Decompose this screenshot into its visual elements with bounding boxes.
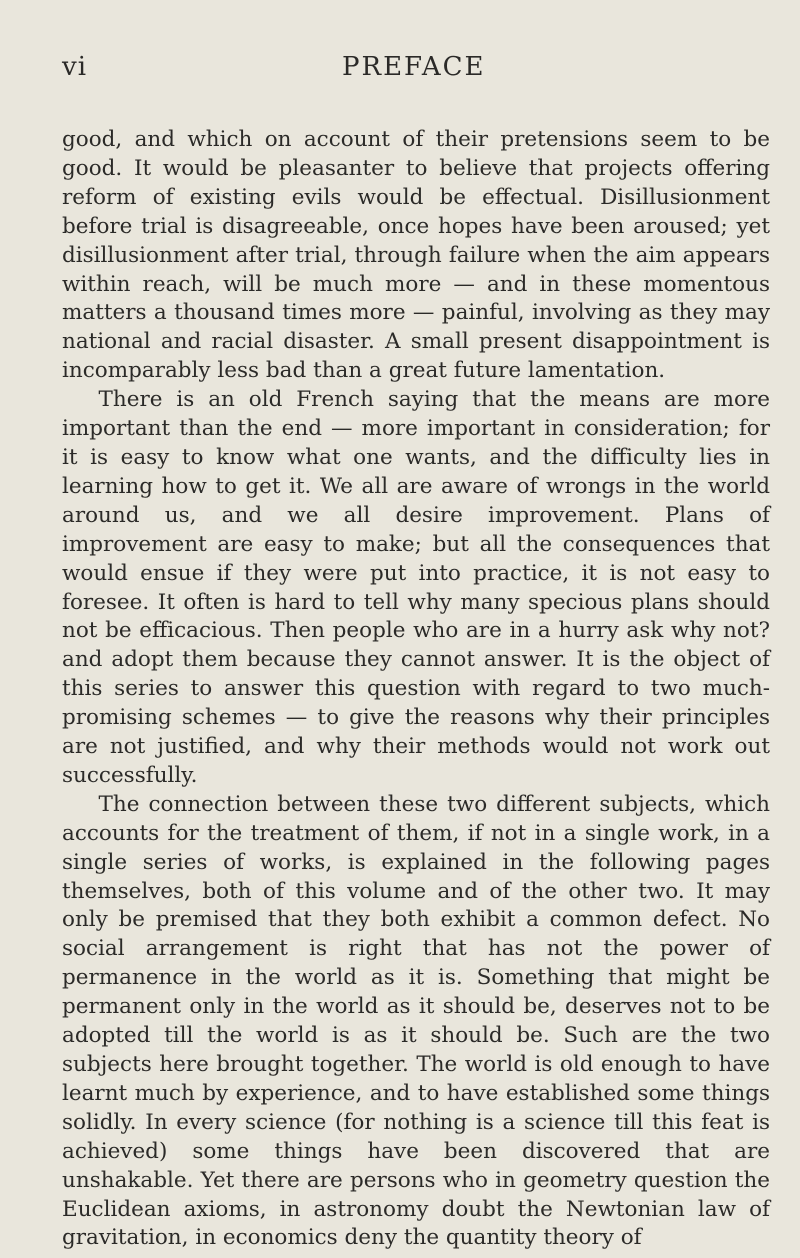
running-head-title: PREFACE	[342, 52, 486, 82]
paragraph-french-saying: There is an old French saying that the means are more important than the end — more important in consideration; for it is easy to know what one wants, and the difficulty lies in learning how to get it. We all are aware of wrongs in the world around us, and we all desire improvement. Plans of improvement are easy to make; but all the consequences that would ensue if they were put into practice, it is not easy to foresee. It often is hard to tell why many specious plans should not be efficacious. Then people who are in a hurry ask why not? and adopt them because they cannot answer. It is the object of this series to answer this question with regard to two much-promising schemes — to give the reasons why their principles are not justified, and why their methods would not work out successfully.	[62, 387, 770, 788]
body-text	[62, 126, 770, 1253]
paragraph-connection: The connection between these two different subjects, which accounts for the treatment of them, if not in a single work, in a single series of works, is explained in the following pages themselves, both of this volume and of the other two. It may only be premised that they both exhibit a common defect. No social arrangement is right that has not the power of permanence in the world as it is. Something that might be permanent only in the world as it should be, deserves not to be adopted till the world is as it should be. Such are the two subjects here brought together. The world is old enough to have learnt much by experience, and to have established some things solidly. In every science (for nothing is a science till this feat is achieved) some things have been discovered that are unshakable. Yet there are persons who in geometry question the Euclidean axioms, in astronomy doubt the Newtonian law of gravitation, in economics deny the quantity theory of	[62, 791, 770, 1251]
paragraph-continued: good, and which on account of their pretensions seem to be good. It would be pleasanter to believe that projects offering reform of existing evils would be effectual. Disillusionment before trial is disagreeable, once hopes have been aroused; yet disillusionment after trial, through failure when the aim appears within reach, will be much more — and in these momentous matters a thousand times more — painful, involving as they may national and racial disaster. A small present disappointment is incomparably less bad than a great future lamentation.	[62, 127, 770, 384]
running-head	[62, 52, 770, 92]
page-number: vi	[62, 52, 88, 82]
